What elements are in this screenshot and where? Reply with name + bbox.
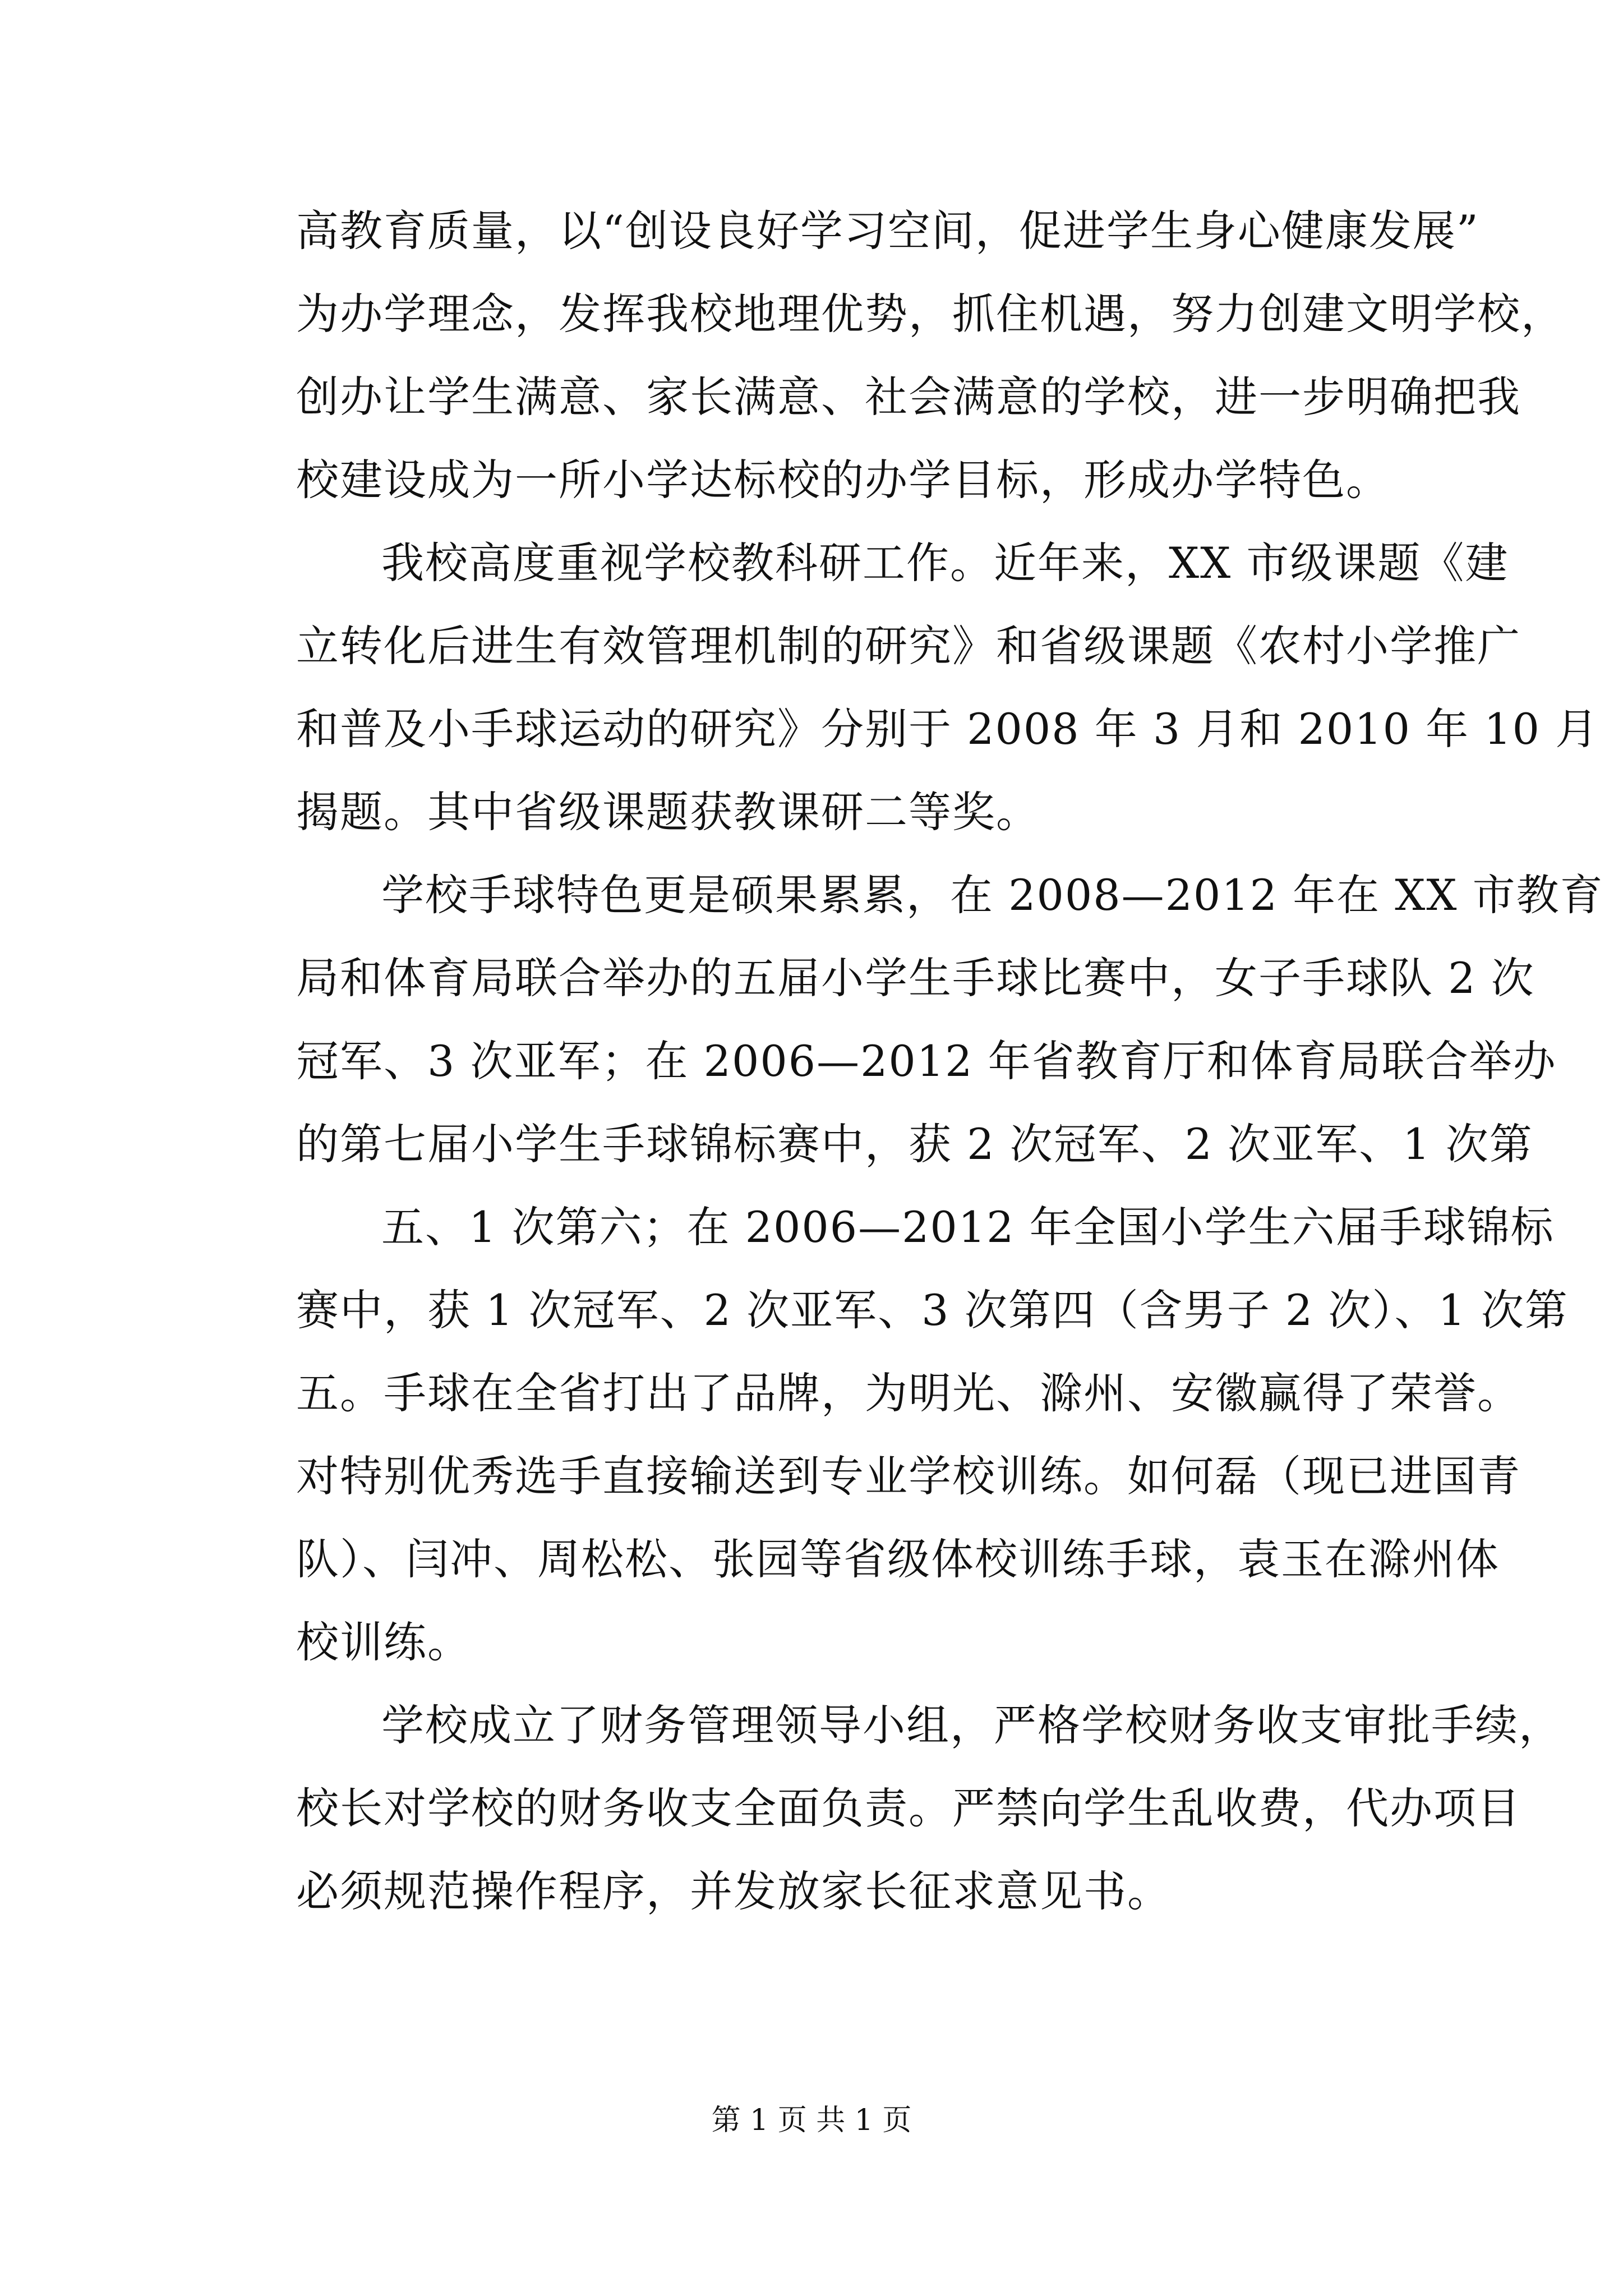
page-number-footer: 第 1 页 共 1 页	[711, 2104, 912, 2137]
text-line: 高教育质量，以“创设良好学习空间，促进学生身心健康发展”	[296, 206, 1479, 256]
text-line: 五。手球在全省打出了品牌，为明光、滁州、安徽赢得了荣誉。	[296, 1368, 1521, 1418]
text-line: 局和体育局联合举办的五届小学生手球比赛中，女子手球队 2 次	[296, 953, 1535, 1003]
text-line: 赛中，获 1 次冠军、2 次亚军、3 次第四（含男子 2 次）、1 次第	[296, 1285, 1569, 1335]
text-line: 立转化后进生有效管理机制的研究》和省级课题《农村小学推广	[296, 621, 1521, 671]
body-text	[296, 190, 1604, 1933]
text-line: 揭题。其中省级课题获教课研二等奖。	[296, 787, 1040, 837]
text-line: 的第七届小学生手球锦标赛中，获 2 次冠军、2 次亚军、1 次第	[296, 1119, 1533, 1169]
text-line: 学校手球特色更是硕果累累，在 2008—2012 年在 XX 市教育	[381, 870, 1604, 920]
text-line: 冠军、3 次亚军；在 2006—2012 年省教育厅和体育局联合举办	[296, 1036, 1557, 1086]
text-line: 五、1 次第六；在 2006—2012 年全国小学生六届手球锦标	[381, 1202, 1555, 1252]
text-line: 校长对学校的财务收支全面负责。严禁向学生乱收费，代办项目	[296, 1783, 1521, 1833]
text-line: 对特别优秀选手直接输送到专业学校训练。如何磊（现已进国青	[296, 1451, 1521, 1501]
text-line: 创办让学生满意、家长满意、社会满意的学校，进一步明确把我	[296, 372, 1521, 422]
text-line: 队）、闫冲、周松松、张园等省级体校训练手球，袁玉在滁州体	[296, 1534, 1500, 1584]
text-line: 和普及小手球运动的研究》分别于 2008 年 3 月和 2010 年 10 月	[296, 704, 1599, 754]
text-line: 我校高度重视学校教科研工作。近年来，XX 市级课题《建	[381, 538, 1509, 588]
text-line: 校训练。	[296, 1617, 471, 1667]
text-line: 必须规范操作程序，并发放家长征求意见书。	[296, 1866, 1171, 1916]
text-line: 校建设成为一所小学达标校的办学目标，形成办学特色。	[296, 455, 1390, 505]
text-line: 学校成立了财务管理领导小组，严格学校财务收支审批手续，	[381, 1700, 1562, 1750]
text-line: 为办学理念，发挥我校地理优势，抓住机遇，努力创建文明学校，	[296, 289, 1565, 339]
